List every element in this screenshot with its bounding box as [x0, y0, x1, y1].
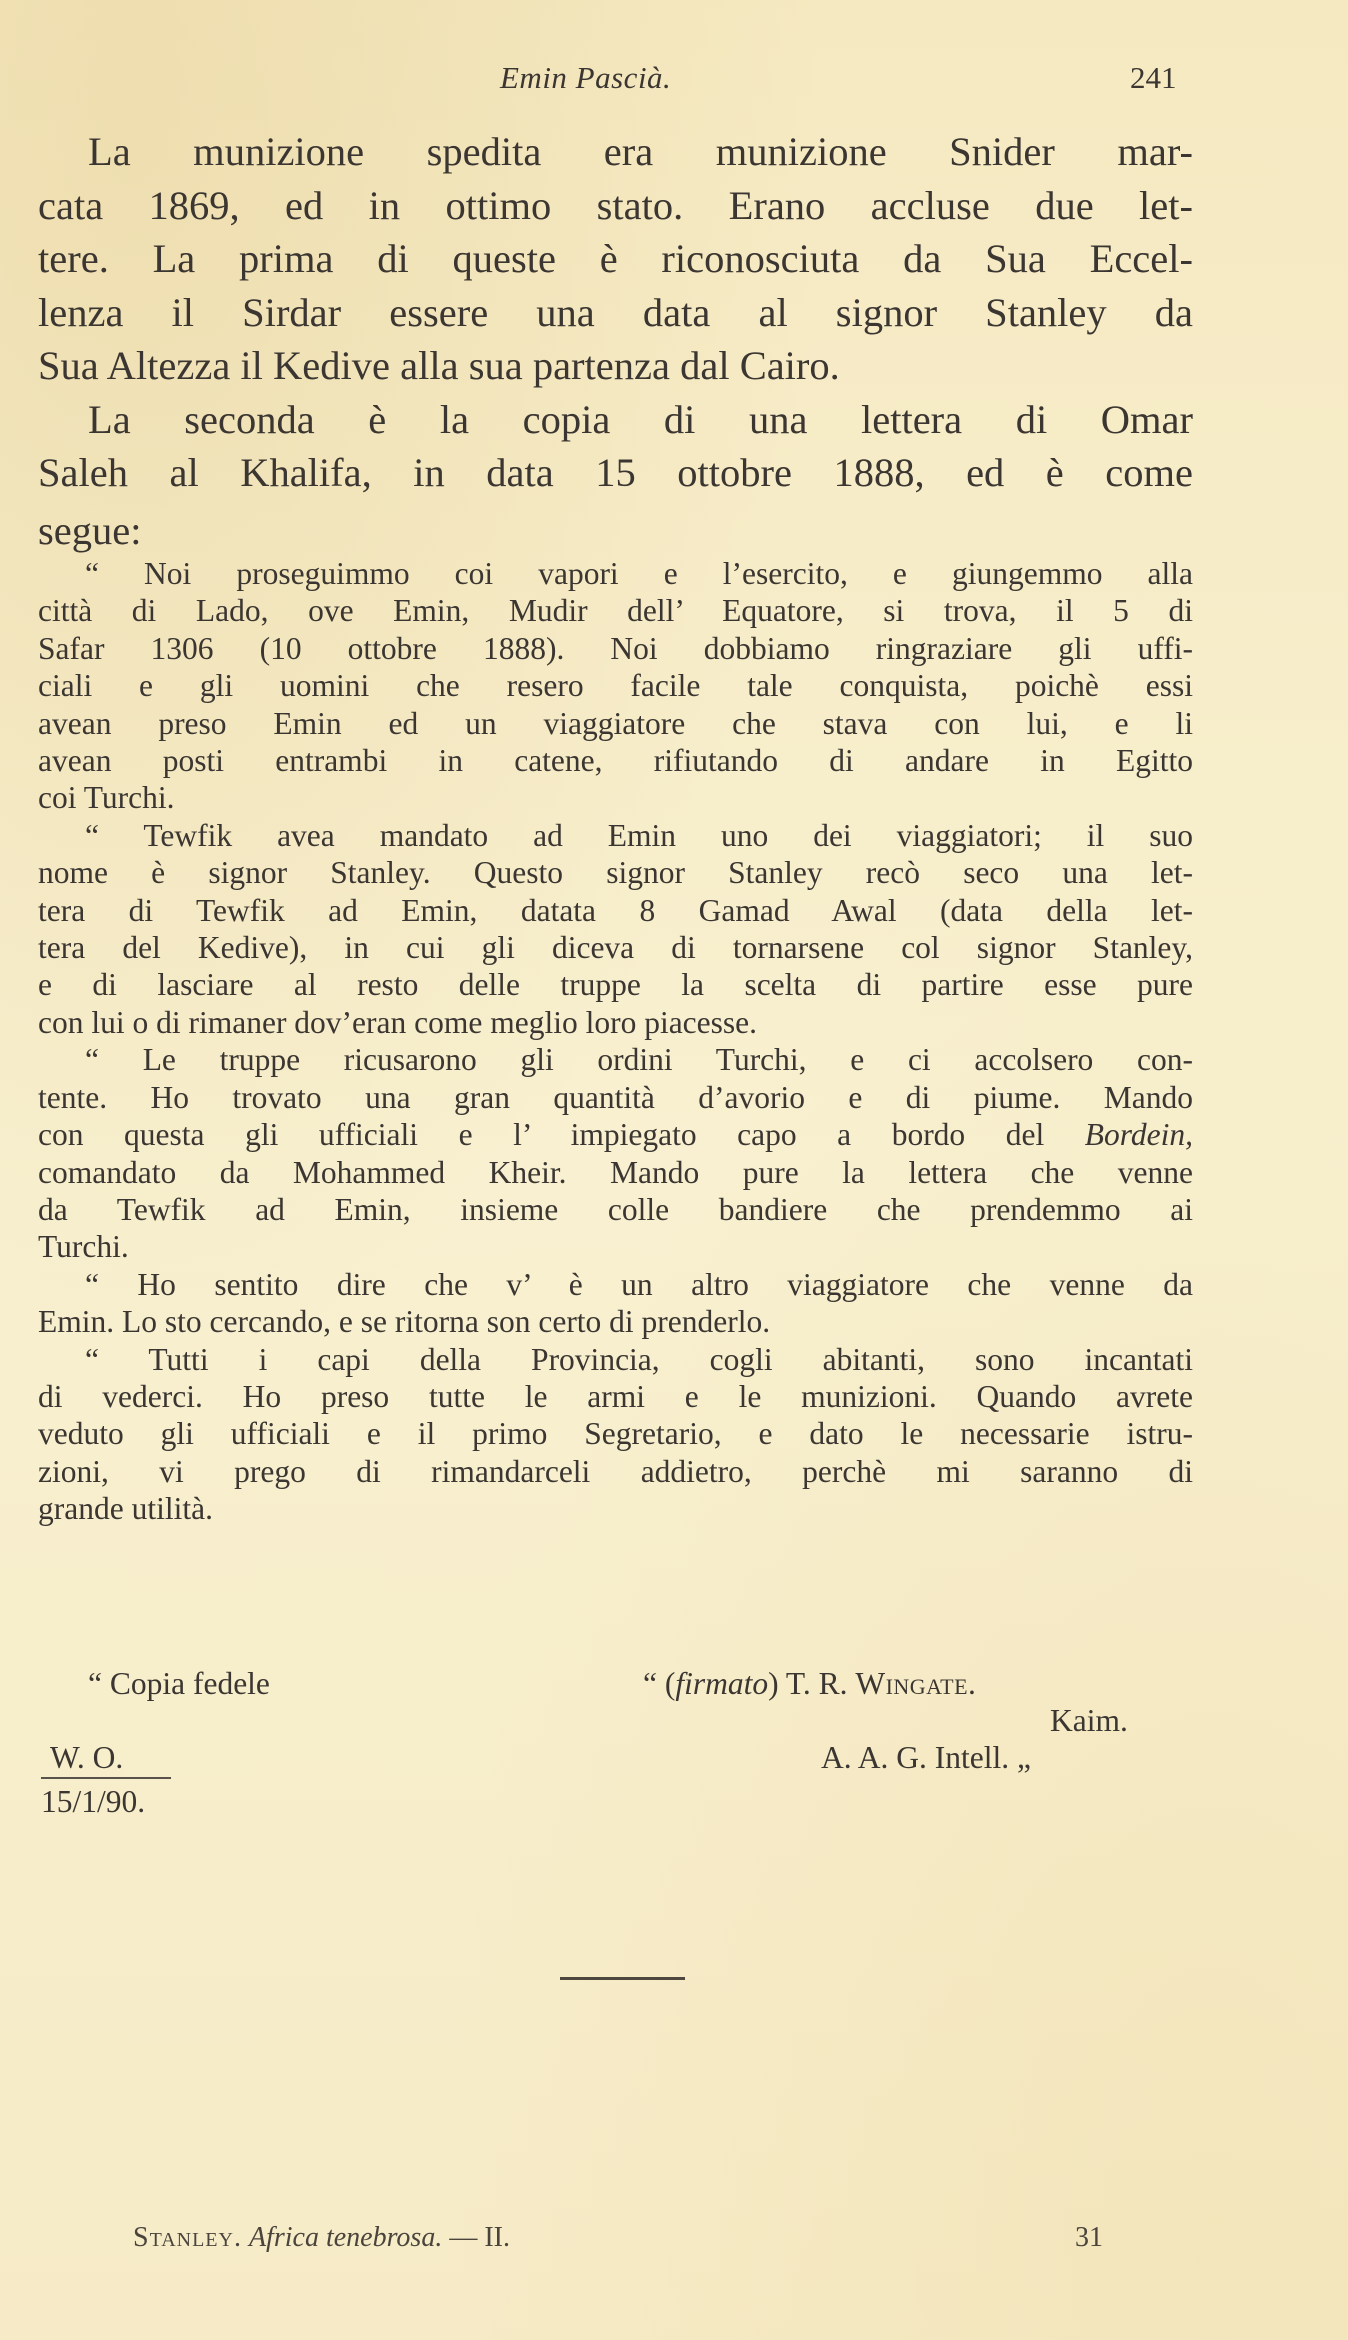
- text-line: [38, 1116, 1193, 1153]
- text-line: avean posti entrambi in catene, rifiutando di andare in Egitto: [38, 743, 1193, 779]
- text-line: tere. La prima di queste è riconosciuta da Sua Eccel-: [38, 236, 1193, 281]
- letter-paragraph: [38, 817, 1193, 1041]
- text-line: ciali e gli uomini che resero facile tale conquista, poichè essi: [38, 668, 1193, 704]
- signed-by: [643, 1665, 976, 1702]
- copy-date: 15/1/90.: [41, 1784, 146, 1819]
- footer: [0, 2222, 1348, 2262]
- text-line: Saleh al Khalifa, in data 15 ottobre 1888, ed è come: [38, 450, 1193, 495]
- body-paragraph: [38, 125, 1193, 393]
- letter-paragraph: [38, 555, 1193, 817]
- signer-name: Wingate.: [855, 1666, 977, 1701]
- signer-rank: Kaim.: [1050, 1703, 1128, 1738]
- office-underline: [41, 1777, 171, 1779]
- text-line: veduto gli ufficiali e il primo Segretario, e dato le necessarie istru-: [38, 1416, 1193, 1452]
- page-number: 241: [1130, 60, 1177, 95]
- text-line: Safar 1306 (10 ottobre 1888). Noi dobbiamo ringraziare gli uffi-: [38, 630, 1193, 666]
- body-text: [38, 125, 1193, 557]
- footer-book-signature: [133, 2222, 510, 2254]
- office-mark: W. O.: [50, 1740, 124, 1775]
- text-line: città di Lado, ove Emin, Mudir dell’ Equatore, si trova, il 5 di: [38, 593, 1193, 629]
- text-line: La munizione spedita era munizione Snider mar-: [88, 129, 1193, 174]
- footer-book-title: Africa tenebrosa.: [248, 2222, 443, 2253]
- text-line: grande utilità.: [38, 1491, 213, 1527]
- text-line: comandato da Mohammed Kheir. Mando pure la lettera che venne: [38, 1154, 1193, 1190]
- text-line: cata 1869, ed in ottimo stato. Erano accluse due let-: [38, 182, 1193, 228]
- quoted-letter: [38, 555, 1193, 1528]
- text-line: tera di Tewfik ad Emin, datata 8 Gamad Awal (data della let-: [38, 892, 1193, 928]
- text-line: e di lasciare al resto delle truppe la scelta di partire esse pure: [38, 967, 1193, 1003]
- running-header: [0, 60, 1348, 104]
- letter-paragraph: [38, 1266, 1193, 1341]
- firmato-label: firmato: [675, 1666, 769, 1701]
- text-span: “ (: [643, 1666, 676, 1701]
- text-line: “ Le truppe ricusarono gli ordini Turchi, e ci accolsero con-: [85, 1042, 1193, 1078]
- text-span: ) T. R.: [768, 1666, 856, 1701]
- ship-name: Bordein,: [1084, 1117, 1193, 1153]
- footer-author: Stanley.: [133, 2222, 242, 2253]
- text-line: nome è signor Stanley. Questo signor Stanley recò seco una let-: [38, 855, 1193, 891]
- text-line: “ Tewfik avea mandato ad Emin uno dei viaggiatori; il suo: [85, 817, 1193, 853]
- text-line: da Tewfik ad Emin, insieme colle bandiere che prendemmo ai: [38, 1191, 1193, 1227]
- letter-paragraph: [38, 1341, 1193, 1528]
- signature-mark: 31: [1075, 2222, 1103, 2253]
- text-line: con lui o di rimaner dov’eran come meglio loro piacesse.: [38, 1004, 758, 1040]
- text-line: avean preso Emin ed un viaggiatore che stava con lui, e li: [38, 705, 1193, 741]
- text-line: di vederci. Ho preso tutte le armi e le munizioni. Quando avrete: [38, 1378, 1193, 1414]
- text-line: tera del Kedive), in cui gli diceva di tornarsene col signor Stanley,: [38, 930, 1193, 966]
- text-line: Emin. Lo sto cercando, e se ritorna son certo di prenderlo.: [38, 1304, 771, 1340]
- text-span: con questa gli ufficiali e l’ impiegato capo a bordo del: [38, 1117, 1085, 1153]
- section-divider: [560, 1977, 685, 1980]
- text-line: zioni, vi prego di rimandarceli addietro, perchè mi saranno di: [38, 1453, 1193, 1489]
- copy-attestation: “ Copia fedele: [88, 1666, 270, 1701]
- text-line: Turchi.: [38, 1229, 129, 1265]
- running-title: Emin Pascià.: [500, 60, 672, 95]
- signature-block: [38, 1665, 1193, 1819]
- text-line: tente. Ho trovato una gran quantità d’avorio e di piume. Mando: [38, 1079, 1193, 1115]
- footer-volume: — II.: [449, 2222, 510, 2253]
- text-line: La seconda è la copia di una lettera di Omar: [88, 396, 1193, 442]
- text-line: lenza il Sirdar essere una data al signor Stanley da: [38, 289, 1193, 335]
- text-line: “ Ho sentito dire che v’ è un altro viaggiatore che venne da: [85, 1266, 1193, 1302]
- text-line: Sua Altezza il Kedive alla sua partenza dal Cairo.: [38, 343, 840, 388]
- letter-paragraph: [38, 1041, 1193, 1265]
- text-line: coi Turchi.: [38, 780, 175, 816]
- text-line: segue:: [38, 507, 142, 553]
- signer-department: A. A. G. Intell. „: [821, 1740, 1031, 1775]
- text-line: “ Tutti i capi della Provincia, cogli abitanti, sono incantati: [85, 1341, 1193, 1377]
- body-paragraph: [38, 393, 1193, 558]
- text-line: “ Noi proseguimmo coi vapori e l’esercito, e giungemmo alla: [85, 556, 1193, 591]
